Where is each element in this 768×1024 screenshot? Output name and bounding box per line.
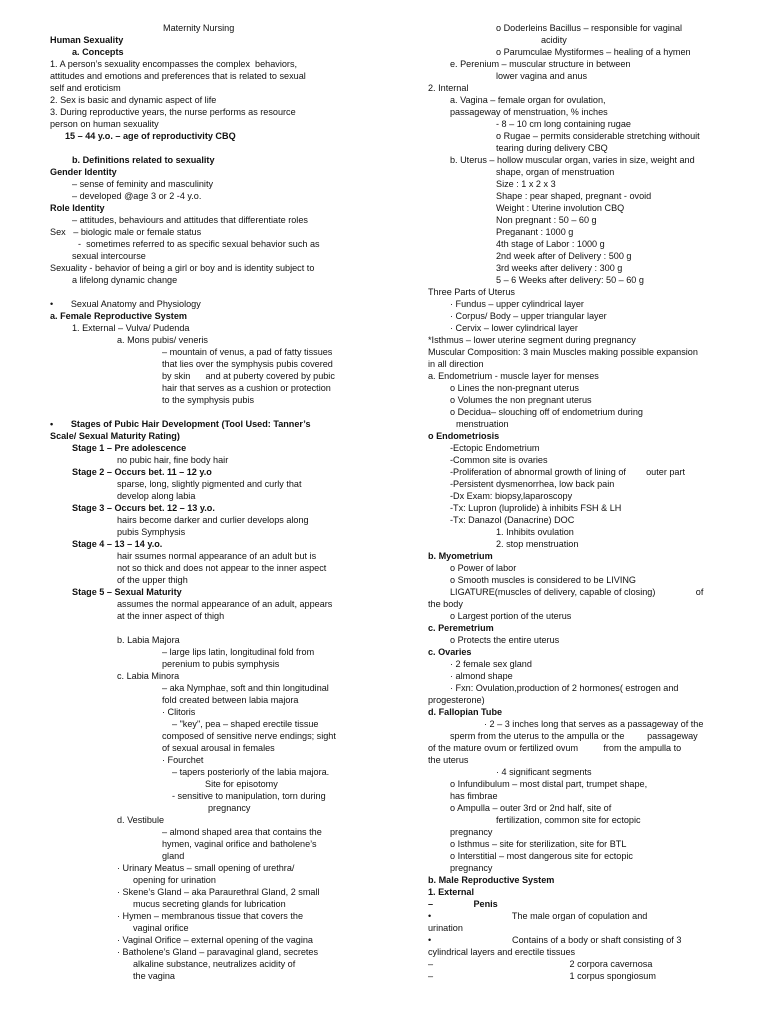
text-line: c. Peremetrium [428, 623, 494, 633]
text-line: o Power of labor [450, 563, 517, 573]
text-line: – sense of feminity and masculinity [72, 179, 214, 189]
text-line: of the upper thigh [117, 575, 188, 585]
text-line: · Batholene’s Gland – paravaginal gland, secretes [117, 947, 319, 957]
text-line: pubis Symphysis [117, 527, 186, 537]
text-line: to the symphysis pubis [162, 395, 254, 405]
text-line: hairs become darker and curlier develops along [117, 515, 309, 525]
text-line: • Stages of Pubic Hair Development (Tool Used: Tanner’s [50, 419, 311, 429]
text-line: Stage 5 – Sexual Maturity [72, 587, 182, 597]
text-line: 3rd weeks after delivery : 300 g [496, 263, 623, 273]
text-line: pregnancy [450, 827, 493, 837]
text-line: Sexuality - behavior of being a girl or boy and is identity subject to [50, 263, 315, 273]
text-line: that lies over the symphysis pubis covered [162, 359, 333, 369]
text-line: composed of sensitive nerve endings; sight [162, 731, 336, 741]
text-line: · Vaginal Orifice – external opening of the vagina [117, 935, 313, 945]
text-line: 2nd week after of Delivery : 500 g [496, 251, 632, 261]
text-line: – mountain of venus, a pad of fatty tissues [162, 347, 333, 357]
text-line: 4th stage of Labor : 1000 g [496, 239, 605, 249]
text-line: the uterus [428, 755, 469, 765]
text-line: 1. External – Vulva/ Pudenda [72, 323, 190, 333]
text-line: – "key", pea – shaped erectile tissue [172, 719, 319, 729]
text-line: -Ectopic Endometrium [450, 443, 540, 453]
text-line: · 2 – 3 inches long that serves as a passageway of the [484, 719, 704, 729]
text-line: self and eroticism [50, 83, 121, 93]
text-line: alkaline substance, neutralizes acidity of [133, 959, 296, 969]
text-line: - 8 – 10 cm long containing rugae [496, 119, 631, 129]
text-line: by skin and at puberty covered by pubic [162, 371, 335, 381]
text-line: attitudes and emotions and preferences that is related to sexual [50, 71, 306, 81]
text-line: Site for episotomy [205, 779, 278, 789]
text-line: Gender Identity [50, 167, 117, 177]
text-line: o Smooth muscles is considered to be LIVING [450, 575, 637, 585]
text-line: the vagina [133, 971, 175, 981]
text-line: hair ssumes normal appearance of an adult but is [117, 551, 317, 561]
text-line: lower vagina and anus [496, 71, 587, 81]
text-line: shape, organ of menstruation [496, 167, 615, 177]
text-line: Muscular Composition: 3 main Muscles making possible expansion [428, 347, 698, 357]
text-line: the body [428, 599, 463, 609]
text-line: at the inner aspect of thigh [117, 611, 225, 621]
text-line: c. Ovaries [428, 647, 472, 657]
text-line: - sometimes referred to as specific sexual behavior such as [78, 239, 320, 249]
text-line: hair that serves as a cushion or protection [162, 383, 331, 393]
text-line: – almond shaped area that contains the [162, 827, 322, 837]
text-line: Three Parts of Uterus [428, 287, 515, 297]
text-line: 2. Sex is basic and dynamic aspect of life [50, 95, 217, 105]
text-line: Non pregnant : 50 – 60 g [496, 215, 597, 225]
text-line: b. Male Reproductive System [428, 875, 555, 885]
text-line: LIGATURE(muscles of delivery, capable of closing) of [450, 587, 704, 597]
blank-line [50, 622, 370, 634]
text-line: sexual intercourse [72, 251, 146, 261]
text-line: cylindrical layers and erectile tissues [428, 947, 576, 957]
text-line: • Sexual Anatomy and Physiology [50, 299, 201, 309]
text-line: o Infundibulum – most distal part, trumpet shape, [450, 779, 648, 789]
text-line: a. Vagina – female organ for ovulation, [450, 95, 606, 105]
text-line: · 4 significant segments [496, 767, 592, 777]
text-line: a. Female Reproductive System [50, 311, 187, 321]
text-line: -Common site is ovaries [450, 455, 548, 465]
text-line: hymen, vaginal orifice and batholene’s [162, 839, 317, 849]
text-line: has fimbrae [450, 791, 498, 801]
text-line: · Corpus/ Body – upper triangular layer [450, 311, 607, 321]
text-line: b. Uterus – hollow muscular organ, varies in size, weight and [450, 155, 695, 165]
text-line: Role Identity [50, 203, 105, 213]
right-column [428, 22, 748, 982]
text-line: b. Myometrium [428, 551, 493, 561]
text-line: 1. A person’s sexuality encompasses the complex behaviors, [50, 59, 298, 69]
text-line: 2. stop menstruation [496, 539, 579, 549]
text-line: – aka Nymphae, soft and thin longitudinal [162, 683, 329, 693]
text-line: fold created between labia majora [162, 695, 299, 705]
text-line: · Fundus – upper cylindrical layer [450, 299, 584, 309]
text-line: vaginal orifice [133, 923, 189, 933]
text-line: e. Perenium – muscular structure in between [450, 59, 631, 69]
text-line: pregnancy [450, 863, 493, 873]
text-line: Human Sexuality [50, 35, 124, 45]
text-line: perenium to pubis symphysis [162, 659, 280, 669]
text-line: 3. During reproductive years, the nurse performs as resource [50, 107, 296, 117]
text-line: 5 – 6 Weeks after delivery: 50 – 60 g [496, 275, 644, 285]
text-line: · Skene’s Gland – aka Paraurethral Gland, 2 small [117, 887, 320, 897]
text-line: Weight : Uterine involution CBQ [496, 203, 625, 213]
text-line: develop along labia [117, 491, 196, 501]
text-line: person on human sexuality [50, 119, 159, 129]
text-line: o Ampulla – outer 3rd or 2nd half, site of [450, 803, 612, 813]
text-line: urination [428, 923, 463, 933]
text-line: • Contains of a body or shaft consisting of 3 [428, 935, 682, 945]
text-line: – 2 corpora cavernosa [428, 959, 653, 969]
text-line: - sensitive to manipulation, torn during [172, 791, 326, 801]
text-line: acidity [541, 35, 567, 45]
text-line: Maternity Nursing [163, 23, 235, 33]
text-line: o Interstitial – most dangerous site for ectopic [450, 851, 633, 861]
text-line: – attitudes, behaviours and attitudes that differentiate roles [72, 215, 308, 225]
text-line: Size : 1 x 2 x 3 [496, 179, 556, 189]
text-line: 1. Inhibits ovulation [496, 527, 574, 537]
text-line: of sexual arousal in females [162, 743, 275, 753]
text-line: sparse, long, slightly pigmented and curly that [117, 479, 302, 489]
text-line: 15 – 44 y.o. – age of reproductivity CBQ [65, 131, 236, 141]
text-line: Stage 3 – Occurs bet. 12 – 13 y.o. [72, 503, 215, 513]
text-line: · Cervix – lower cylindrical layer [450, 323, 578, 333]
text-line: a lifelong dynamic change [72, 275, 178, 285]
text-line: – developed @age 3 or 2 -4 y.o. [72, 191, 202, 201]
text-line: d. Vestibule [117, 815, 165, 825]
text-line: pregnancy [208, 803, 251, 813]
left-column [50, 22, 370, 982]
text-line: -Persistent dysmenorrhea, low back pain [450, 479, 615, 489]
text-line: assumes the normal appearance of an adult, appears [117, 599, 333, 609]
text-line: -Proliferation of abnormal growth of lining of outer part [450, 467, 686, 477]
text-line: o Protects the entire uterus [450, 635, 560, 645]
text-line: o Doderleins Bacillus – responsible for vaginal [496, 23, 683, 33]
text-line: · Urinary Meatus – small opening of urethra/ [117, 863, 295, 873]
blank-line [50, 406, 370, 418]
text-line: – Penis [428, 899, 498, 909]
text-line: c. Labia Minora [117, 671, 180, 681]
text-line: o Endometriosis [428, 431, 500, 441]
text-line: – 1 corpus spongiosum [428, 971, 656, 981]
text-line: Shape : pear shaped, pregnant - ovoid [496, 191, 652, 201]
text-line: b. Labia Majora [117, 635, 180, 645]
text-line: o Parumculae Mystiformes – healing of a hymen [496, 47, 691, 57]
text-line: – tapers posteriorly of the labia majora. [172, 767, 330, 777]
text-line: fertilization, common site for ectopic [496, 815, 641, 825]
text-line: tearing during delivery CBQ [496, 143, 608, 153]
text-line: · Fxn: Ovulation,production of 2 hormones( estrogen and [450, 683, 679, 693]
text-line: passageway of menstruation, % inches [450, 107, 608, 117]
text-line: a. Mons pubis/ veneris [117, 335, 208, 345]
text-line: · almond shape [450, 671, 513, 681]
text-line: Stage 2 – Occurs bet. 11 – 12 y.o [72, 467, 212, 477]
text-line: · Fourchet [162, 755, 204, 765]
text-line: Preganant : 1000 g [496, 227, 574, 237]
text-line: – large lips latin, longitudinal fold from [162, 647, 315, 657]
text-line: 2. Internal [428, 83, 469, 93]
text-line: Sex – biologic male or female status [50, 227, 202, 237]
text-line: of the mature ovum or fertilized ovum from the ampulla to [428, 743, 682, 753]
text-line: · Hymen – membranous tissue that covers the [117, 911, 303, 921]
text-line: d. Fallopian Tube [428, 707, 503, 717]
text-line: menstruation [456, 419, 509, 429]
text-line: *Isthmus – lower uterine segment during pregnancy [428, 335, 636, 345]
text-line: a. Endometrium - muscle layer for menses [428, 371, 599, 381]
text-line: · Clitoris [162, 707, 196, 717]
text-line: Stage 4 – 13 – 14 y.o. [72, 539, 163, 549]
text-line: -Tx: Danazol (Danacrine) DOC [450, 515, 575, 525]
text-line: o Largest portion of the uterus [450, 611, 572, 621]
text-line: • The male organ of copulation and [428, 911, 648, 921]
text-line: · 2 female sex gland [450, 659, 532, 669]
blank-line [50, 286, 370, 298]
text-line: gland [162, 851, 185, 861]
text-line: -Tx: Lupron (luprolide) à inhibits FSH & LH [450, 503, 622, 513]
text-line: -Dx Exam: biopsy,laparoscopy [450, 491, 573, 501]
text-line: b. Definitions related to sexuality [72, 155, 215, 165]
text-line: progesterone) [428, 695, 485, 705]
text-line: no pubic hair, fine body hair [117, 455, 229, 465]
text-line: not so thick and does not appear to the inner aspect [117, 563, 327, 573]
text-line: o Decidua– slouching off of endometrium during [450, 407, 643, 417]
blank-line [50, 142, 370, 154]
text-line: 1. External [428, 887, 474, 897]
text-line: opening for urination [133, 875, 216, 885]
text-line: o Isthmus – site for sterilization, site for BTL [450, 839, 627, 849]
text-line: mucus secreting glands for lubrication [133, 899, 286, 909]
text-line: Stage 1 – Pre adolescence [72, 443, 187, 453]
text-line: o Lines the non-pregnant uterus [450, 383, 579, 393]
text-line: Scale/ Sexual Maturity Rating) [50, 431, 180, 441]
text-line: o Rugae – permits considerable stretching withouit [496, 131, 700, 141]
text-line: a. Concepts [72, 47, 124, 57]
text-line: in all direction [428, 359, 484, 369]
text-line: sperm from the uterus to the ampulla or the passageway [450, 731, 698, 741]
text-line: o Volumes the non pregnant uterus [450, 395, 592, 405]
